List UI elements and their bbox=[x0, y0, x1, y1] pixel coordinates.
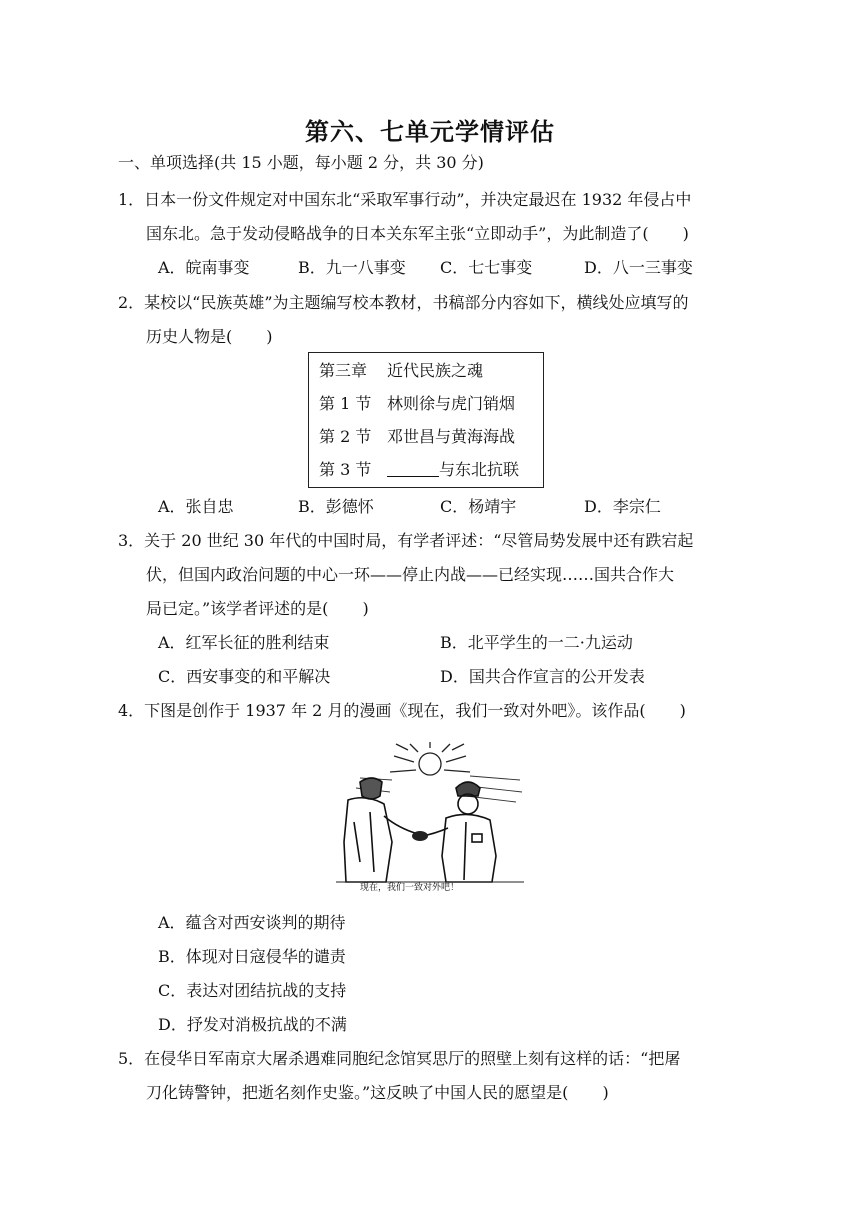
q1-option-a: A．皖南事变 bbox=[158, 258, 250, 277]
q2-option-d: D．李宗仁 bbox=[584, 497, 661, 516]
q4-paren-close: ) bbox=[679, 701, 686, 720]
outline-section-text: 林则徐与虎门销烟 bbox=[387, 394, 516, 413]
q3-stem-line3 bbox=[146, 598, 369, 620]
q2-option-c: C．杨靖宇 bbox=[440, 497, 517, 516]
q2-paren-close: ) bbox=[266, 327, 273, 346]
right-soldier-figure bbox=[422, 782, 496, 882]
outline-section-text: 与东北抗联 bbox=[439, 460, 520, 479]
q1-stem-line1: 1．日本一份文件规定对中国东北“采取军事行动”，并决定最迟在 1932 年侵占中 bbox=[118, 190, 692, 209]
outline-section-row bbox=[319, 459, 519, 481]
outline-section-text: 邓世昌与黄海海战 bbox=[387, 427, 516, 446]
q1-stem-text: 国东北。急于发动侵略战争的日本关东军主张“立即动手”，为此制造了( bbox=[146, 224, 649, 243]
textbook-outline-box bbox=[308, 352, 544, 488]
q1-paren-close: ) bbox=[682, 224, 689, 243]
q5-stem-line2 bbox=[146, 1082, 609, 1104]
q4-option-b: B．体现对日寇侵华的谴责 bbox=[158, 947, 346, 966]
outline-section-label: 第 1 节 bbox=[319, 394, 372, 413]
q3-option-a: A．红军长征的胜利结束 bbox=[158, 633, 330, 652]
outline-section-label: 第 2 节 bbox=[319, 427, 372, 446]
section-heading: 一、单项选择(共 15 小题，每小题 2 分，共 30 分) bbox=[118, 153, 484, 172]
q2-option-a: A．张自忠 bbox=[158, 497, 234, 516]
q4-option-d: D．抒发对消极抗战的不满 bbox=[158, 1015, 347, 1034]
q2-stem-text: 历史人物是( bbox=[146, 327, 233, 346]
page-title: 第六、七单元学情评估 bbox=[305, 118, 555, 146]
q4-option-c: C．表达对团结抗战的支持 bbox=[158, 981, 347, 1000]
outline-section-label: 第 3 节 bbox=[319, 460, 372, 479]
q3-stem-text: 局已定。”该学者评述的是( bbox=[146, 599, 329, 618]
outline-chapter-label: 第三章 bbox=[319, 361, 368, 380]
q3-option-d: D．国共合作宣言的公开发表 bbox=[440, 667, 645, 686]
outline-chapter-row bbox=[319, 360, 483, 382]
q3-paren-close: ) bbox=[362, 599, 369, 618]
cartoon-caption: 现在，我们一致对外吧！ bbox=[360, 883, 460, 892]
q4-stem-text: 4．下图是创作于 1937 年 2 月的漫画《现在，我们一致对外吧》。该作品( bbox=[118, 701, 646, 720]
outline-section-row bbox=[319, 426, 515, 448]
q5-stem-text: 刀化铸警钟，把逝名刻作史鉴。”这反映了中国人民的愿望是( bbox=[146, 1083, 569, 1102]
q4-option-a: A．蕴含对西安谈判的期待 bbox=[158, 913, 346, 932]
q1-stem-line2 bbox=[146, 223, 689, 245]
sun-icon bbox=[390, 742, 470, 775]
q3-option-c: C．西安事变的和平解决 bbox=[158, 667, 331, 686]
q2-stem-line1: 2．某校以“民族英雄”为主题编写校本教材，书稿部分内容如下，横线处应填写的 bbox=[118, 293, 689, 312]
q3-stem-line2: 伏，但国内政治问题的中心一环——停止内战——已经实现……国共合作大 bbox=[146, 565, 675, 584]
left-soldier-figure bbox=[344, 778, 418, 882]
q4-stem-line1 bbox=[118, 700, 686, 722]
q5-paren-close: ) bbox=[602, 1083, 609, 1102]
q2-stem-line2 bbox=[146, 326, 273, 348]
fill-in-blank-line bbox=[387, 460, 439, 477]
outline-section-row bbox=[319, 393, 515, 415]
cartoon-illustration bbox=[330, 742, 530, 892]
q3-stem-line1: 3．关于 20 世纪 30 年代的中国时局，有学者评述：“尽管局势发展中还有跌宕起 bbox=[118, 531, 694, 550]
handshake-icon bbox=[412, 831, 428, 841]
outline-chapter-title: 近代民族之魂 bbox=[387, 361, 484, 380]
q1-option-d: D．八一三事变 bbox=[584, 258, 693, 277]
q5-stem-line1: 5．在侵华日军南京大屠杀遇难同胞纪念馆冥思厅的照壁上刻有这样的话：“把屠 bbox=[118, 1049, 681, 1068]
q1-option-c: C．七七事变 bbox=[440, 258, 533, 277]
q2-option-b: B．彭德怀 bbox=[298, 497, 374, 516]
q1-option-b: B．九一八事变 bbox=[298, 258, 406, 277]
q3-option-b: B．北平学生的一二·九运动 bbox=[440, 633, 633, 652]
